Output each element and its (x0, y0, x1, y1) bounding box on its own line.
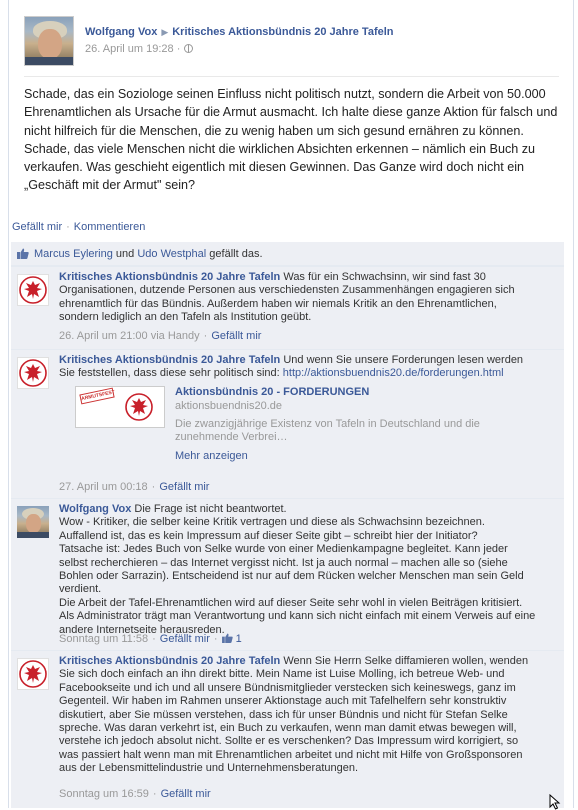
eagle-logo-icon (18, 659, 48, 689)
comment-author[interactable]: Kritisches Aktionsbündnis 20 Jahre Tafeln (59, 354, 281, 366)
page-avatar[interactable] (17, 658, 49, 690)
post-body (24, 85, 564, 195)
comment-meta: Sonntag um 11:58 · Gefällt mir · 1 (59, 633, 242, 645)
likes-conjunction: und (115, 248, 135, 260)
author-avatar[interactable] (24, 16, 74, 66)
post-timestamp[interactable]: 26. April um 19:28 · (85, 43, 181, 55)
comment-text (59, 655, 539, 776)
comment-body-line: Tatsache ist: Jedes Buch von Selke wurde von einer Medienkampagne begleitet. Kann jeder selbst recherchieren – das Internet vergisst nicht. Ist ja auch normal – machen alle so (siehe Bohlen oder Sarrazin). Entscheidend ist nur auf dem Rücken welcher Menschen man sein Geld verdient. (59, 543, 524, 596)
page-avatar[interactable] (17, 357, 49, 389)
comment-button[interactable]: Kommentieren (73, 221, 146, 233)
page-avatar[interactable] (17, 274, 49, 306)
like-button[interactable]: Gefällt mir (12, 221, 63, 233)
comment-body-line: Auffallend ist, das es kein Impressum auf dieser Seite gibt – schreibt hier der Initiator? (59, 529, 478, 542)
link-preview[interactable] (75, 386, 545, 476)
comment-time[interactable]: 26. April um 21:00 via Handy (59, 330, 200, 342)
post-paragraph: Schade, das viele Menschen nicht die wirklichen Absichten erkennen – nämlich ein Buch zu verkaufen. Was geschieht eigentlich mit diesen Gewinnen. Das Ganze wird doch nicht ein „Geschäft mit der Armut" sein? (24, 141, 536, 193)
arrow-right-icon: ▶ (161, 27, 169, 37)
separator: · (66, 221, 70, 233)
comments-section (11, 242, 564, 808)
comment-body: Wenn Sie Herrn Selke diffamieren wollen, wenden Sie sich doch einfach an ihn direkt bitte. Mein Name ist Luise Molling, ich betreue Web- und Facebookseite und ich und all unsere Bündnismitglieder verstecken sich keineswegs, ganz im Gegenteil. Wir haben im Rahmen unserer Aktionstage auch mit Tafelhelfern sehr konstruktiv diskutiert, aber Sie müssen verstehen, dass ich für unser Bündnis und nicht für Stefan Selke spreche. Was daran verkehrt ist, ein Buch zu verkaufen, wenn man damit etwas bewegen will, verstehe ich jedoch absolut nicht. Sollte er es verschenken? Das Impressum wird korrigiert, so was passiert halt wenn man mit Ehrenamtlichen arbeitet und nicht mit Hilfe von Großsponsoren aus der Lebensmittelindustrie und Unternehmensberatungen. (59, 655, 529, 775)
forderungen-link[interactable]: http://aktionsbuendnis20.de/forderungen.html (282, 367, 504, 380)
like-count[interactable]: 1 (235, 633, 242, 645)
post-meta (85, 43, 193, 55)
comment-body-line: Die Arbeit der Tafel-Ehrenamtlichen wird auf dieser Seite sehr wohl in vielen Beiträgen kritisiert. Als Administrator trägt man Verantwortung und kann sich nicht einfach mit einem Verweis auf eine andere Internetseite herausreden. (59, 596, 536, 636)
post-author-line (85, 26, 394, 38)
show-more-link[interactable]: Mehr anzeigen (175, 450, 248, 462)
preview-description: Die zwanzigjährige Existenz von Tafeln in Deutschland und die zunehmende Verbrei… (175, 418, 480, 444)
post-paragraph: Schade, das ein Soziologe seinen Einfluss nicht politisch nutzt, sondern die Arbeit von 50.000 Ehrenamtlichen als Ursache für die Armut ausmacht. Ich halte diese ganze Aktion für falsch und nicht hilfreich für die Menschen, die zu wenig haben um sich gesund ernähren zu können. (24, 87, 558, 138)
divider (24, 76, 559, 77)
comment-author[interactable]: Kritisches Aktionsbündnis 20 Jahre Tafeln (59, 655, 281, 667)
comment-body-line: Wow - Kritiker, die selber keine Kritik vertragen und diese als Schwachsinn bezeichnen. (59, 516, 485, 529)
eagle-logo-icon (124, 392, 154, 422)
preview-domain: aktionsbuendnis20.de (175, 400, 283, 412)
likes-summary (11, 242, 564, 266)
comment-like-button[interactable]: Gefällt mir (159, 481, 210, 493)
comment-like-button[interactable]: Gefällt mir (159, 633, 210, 645)
comment-meta: 27. April um 00:18 · Gefällt mir (59, 481, 210, 493)
comment-author[interactable]: Wolfgang Vox (59, 503, 132, 515)
likes-suffix: gefällt das. (209, 248, 263, 260)
comment-time[interactable]: Sonntag um 11:58 (59, 633, 149, 645)
comment-item (11, 650, 564, 808)
eagle-logo-icon (18, 275, 48, 305)
stamp-label: ARMUTSFEST (79, 388, 114, 405)
comment-time[interactable]: 27. April um 00:18 (59, 481, 148, 493)
comment-text (59, 271, 539, 325)
post-actions (11, 221, 564, 243)
comment-body: Und wenn Sie unsere Forderungen lesen werden Sie feststellen, dass diese sehr politisch sind: (59, 354, 524, 380)
comment-item (11, 266, 564, 349)
comment-author[interactable]: Kritisches Aktionsbündnis 20 Jahre Tafeln (59, 271, 281, 283)
user-avatar[interactable] (17, 506, 49, 538)
comment-meta: Sonntag um 16:59 · Gefällt mir (59, 788, 211, 800)
comment-like-button[interactable]: Gefällt mir (160, 788, 211, 800)
comment-item (11, 349, 564, 498)
liker-link[interactable]: Marcus Eylering (34, 248, 113, 260)
comment-text (59, 503, 539, 637)
thumbs-up-icon (17, 248, 29, 259)
liker-link[interactable]: Udo Westphal (137, 248, 207, 260)
comment-body: Was für ein Schwachsinn, wir sind fast 30 Organisationen, dutzende Personen aus verschiedensten Zusammenhängen engagieren sich ehrenamtlich für das Bündnis. Außerdem haben wir niemals Kritik an den Ehrenamtlichen, sondern lediglich an den Tafeln als Institution geübt. (59, 271, 515, 324)
comment-meta: 26. April um 21:00 via Handy · Gefällt mir (59, 330, 262, 342)
post-header (24, 16, 564, 68)
comment-body-line: Die Frage ist nicht beantwortet. (134, 503, 287, 515)
eagle-logo-icon (18, 358, 48, 388)
comment-item (11, 498, 564, 650)
comment-time[interactable]: Sonntag um 16:59 (59, 788, 149, 800)
comment-text (59, 354, 539, 381)
author-link[interactable]: Wolfgang Vox (85, 26, 158, 38)
preview-thumbnail[interactable] (75, 386, 165, 428)
target-page-link[interactable]: Kritisches Aktionsbündnis 20 Jahre Tafeln (172, 26, 394, 38)
globe-icon (184, 44, 193, 53)
preview-title[interactable]: Aktionsbündnis 20 - FORDERUNGEN (175, 386, 370, 398)
comment-like-button[interactable]: Gefällt mir (211, 330, 262, 342)
thumbs-up-icon (222, 633, 233, 643)
